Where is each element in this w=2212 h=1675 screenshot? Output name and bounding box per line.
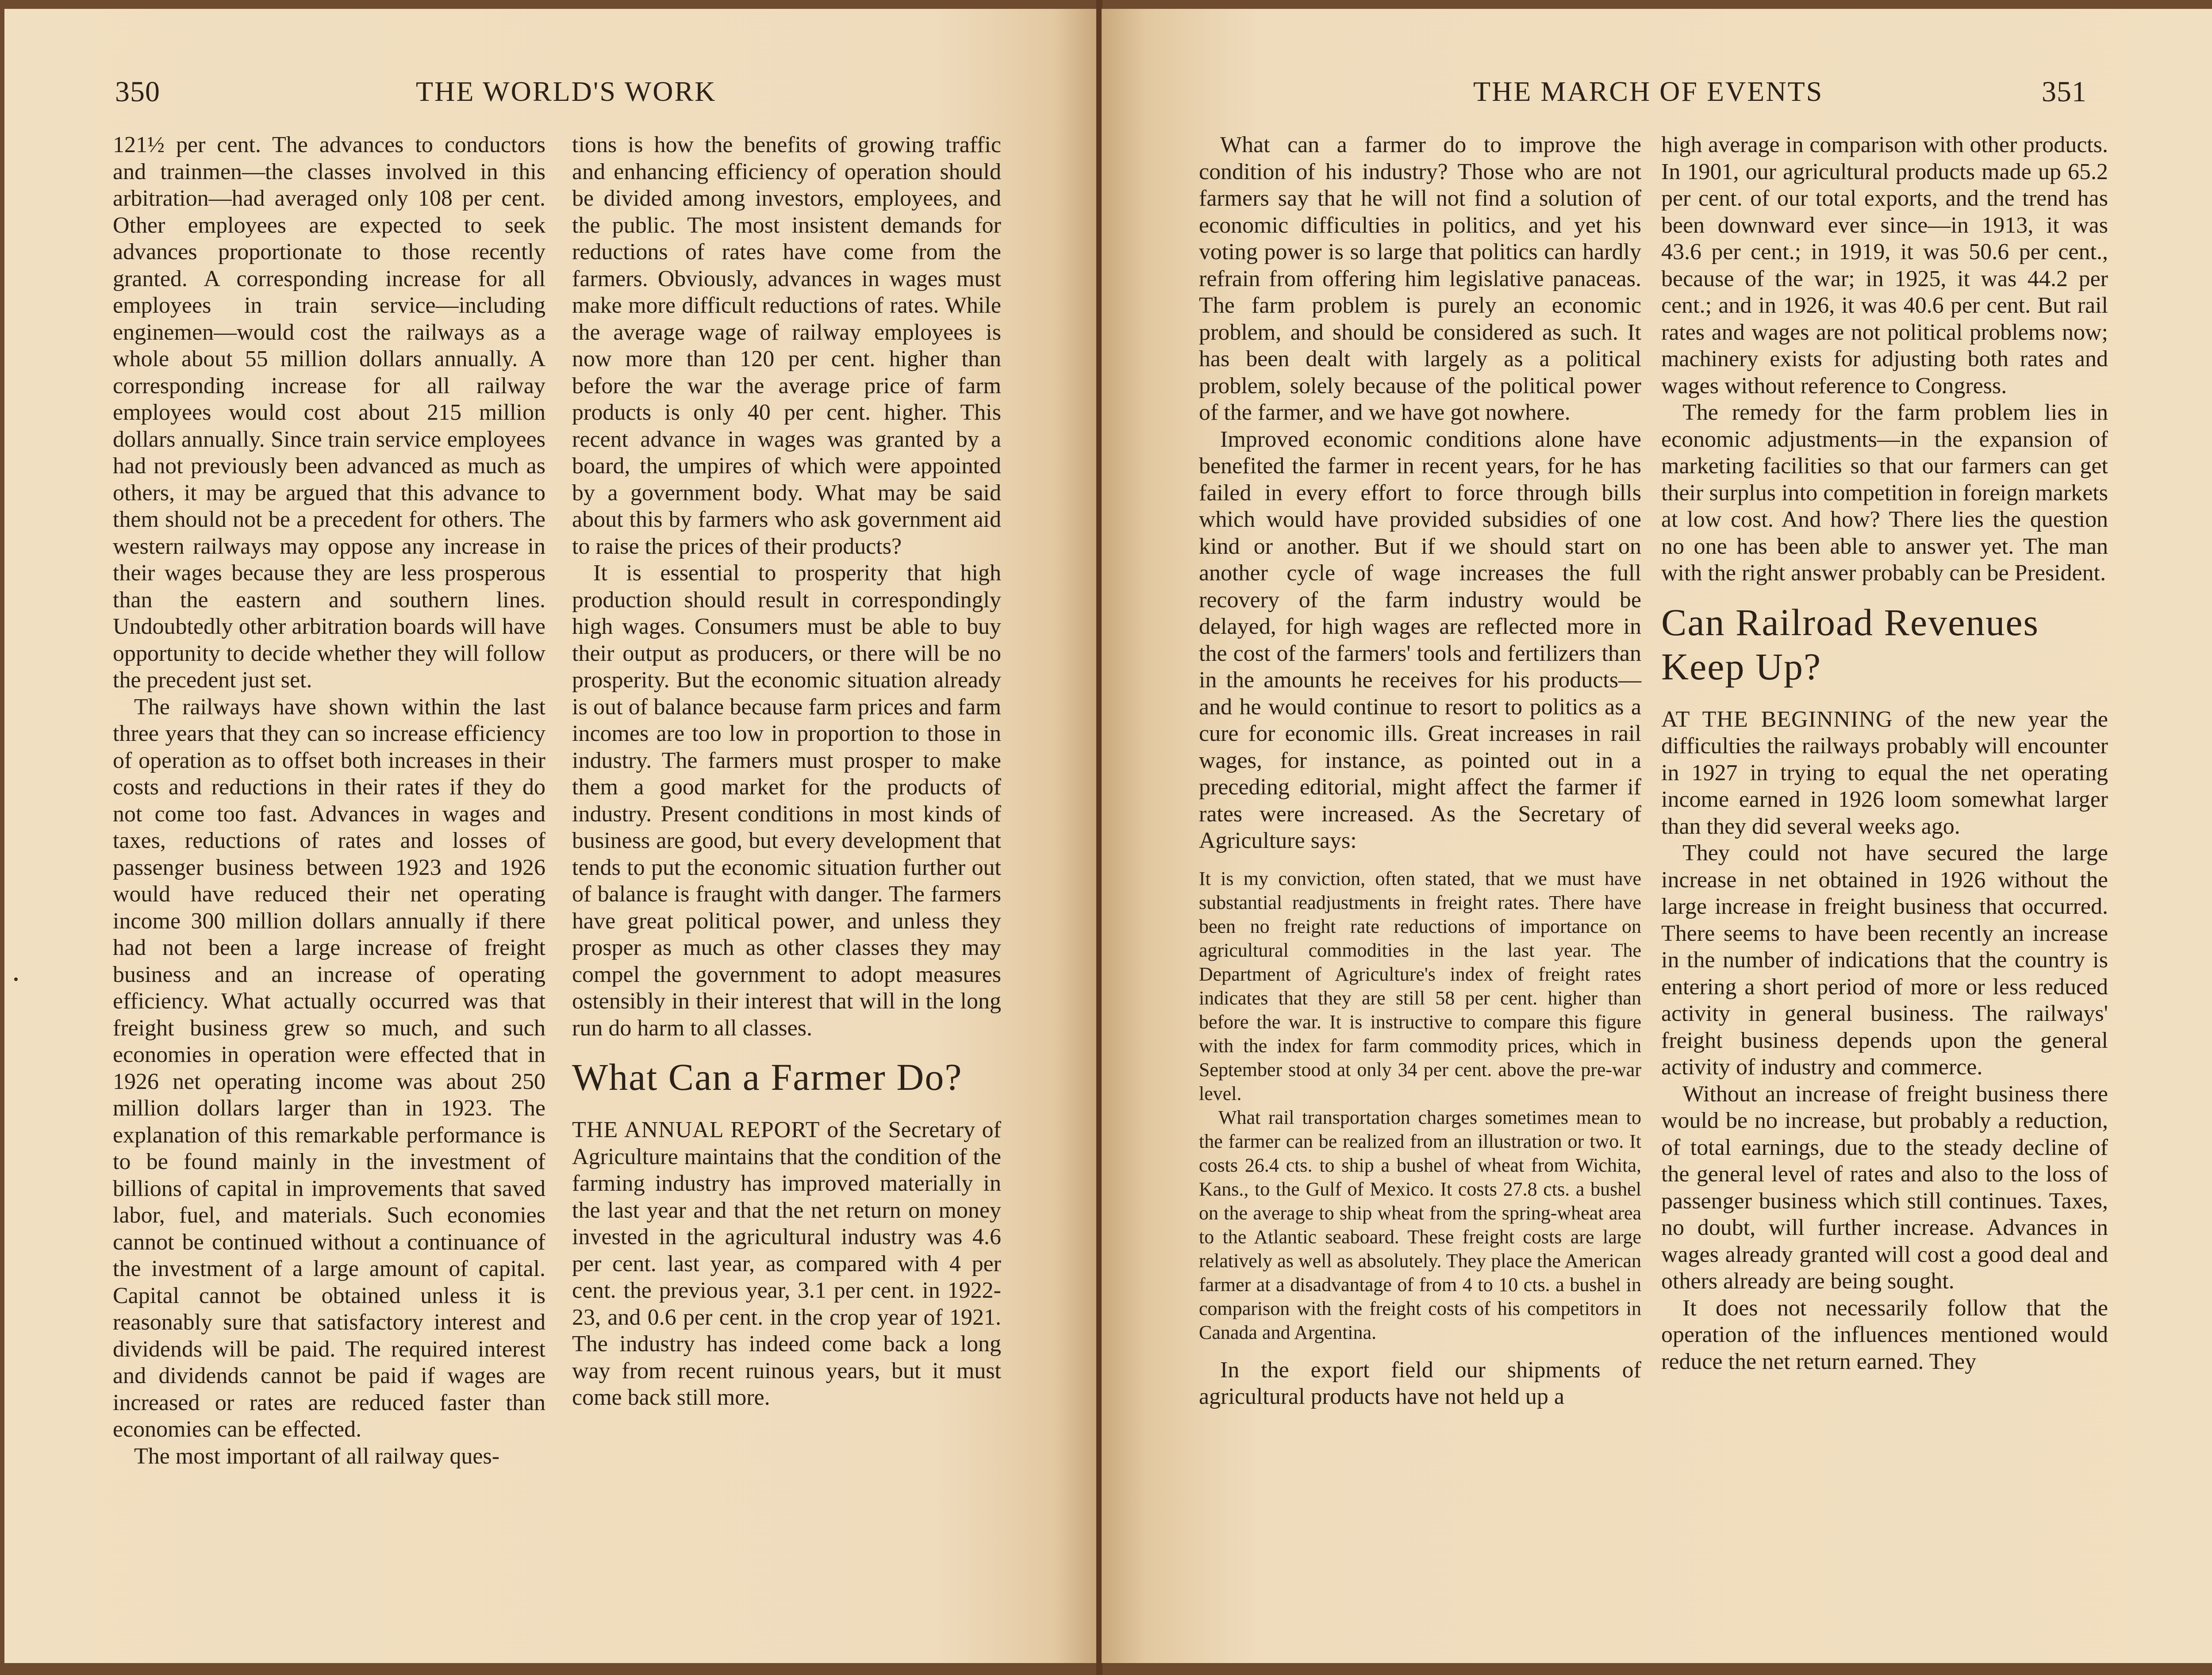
page-number: 351 bbox=[2042, 76, 2087, 108]
running-head: THE WORLD'S WORK bbox=[416, 76, 717, 107]
right-page bbox=[1102, 9, 2212, 1663]
section-heading: What Can a Farmer Do? bbox=[572, 1056, 963, 1098]
paragraph: The railways have shown within the last three years that they can so increase efficiency of operation as to offset both increases in their costs and reductions in their rates if they do not come too fast. Advances in wages and taxes, reductions of rates and losses of passenger business between 1923 and 1926 would have reduced their net operating income 300 million dollars annually if there had not been a large increase of freight business and an increase of operating efficiency. What actually occurred was that freight business grew so much, and such economies in operation were effected that in 1926 net operating income was about 250 million dollars larger than in 1923. The explanation of this remarkable performance is to be found mainly in the investment of billions of capital in improvements that saved labor, fuel, and materials. Such economies cannot be continued without a continuance of the investment of a large amount of capital. Capital cannot be obtained unless it is reasonably sure that satisfactory interest and dividends will be paid. The required interest and dividends cannot be paid if wages are increased or rates are reduced faster than economies can be effected. bbox=[113, 694, 545, 1442]
paragraph bbox=[1661, 706, 2108, 840]
paragraph: They could not have secured the large increase in net obtained in 1926 without the large increase in freight business that occurred. There seems to have been recently an increase in the number of indications that the country is entering a short period of more or less reduced activity in general business. The railways' freight business depends upon the general activity of industry and commerce. bbox=[1661, 840, 2108, 1080]
column-2 bbox=[572, 132, 1001, 1411]
paragraph: The most important of all railway ques- bbox=[134, 1443, 500, 1469]
paragraph bbox=[572, 1117, 1001, 1411]
running-head: THE MARCH OF EVENTS bbox=[1473, 76, 1824, 107]
left-page bbox=[4, 9, 1097, 1663]
paragraph: The remedy for the farm problem lies in economic adjustments—in the expansion of marketing facilities so that our farmers can get their surplus into competition in foreign markets at low cost. And how? There lies the question no one has been able to answer yet. The man with the right answer probably can be President. bbox=[1661, 400, 2108, 586]
paragraph: In the export field our shipments of agricultural products have not held up a bbox=[1199, 1357, 1641, 1409]
paragraph: high average in comparison with other products. In 1901, our agricultural products made up 65.2 per cent. of our total exports, and the trend has been downward ever since—in 1913, it was 43.6 per cent.; in 1919, it was 50.6 per cent., because of the war; in 1925, it was 44.2 per cent.; and in 1926, it was 40.6 per cent. But rail rates and wages are not political problems now; machinery exists for adjusting both rates and wages without reference to Congress. bbox=[1661, 132, 2108, 399]
paragraph: Without an increase of freight business there would be no increase, but probably a reduction, of total earnings, due to the steady decline of the general level of rates and also to the loss of passenger business which still continues. Taxes, no doubt, will further increase. Advances in wages already granted will cost a good deal and others already are being sought. bbox=[1661, 1081, 2108, 1294]
margin-dot bbox=[14, 977, 18, 981]
paragraph-text: of the new year the difficulties the railways probably will encounter in 1927 in trying to equal the net operating income earned in 1926 loom somewhat larger than they did several weeks ago. bbox=[1661, 706, 2108, 839]
paragraph: Improved economic conditions alone have benefited the farmer in recent years, for he has failed in every effort to force through bills which would have provided subsidies of one kind or another. But if we should start on another cycle of wage increases the full recovery of the farm industry would be delayed, for high wages are reflected more in the cost of the farmers' tools and fertilizers than in the amounts he receives for his products—and he would continue to resort to politics as a cure for economic ills. Great increases in rail wages, for instance, as pointed out in a preceding editorial, might affect the farmer if rates were increased. As the Secretary of Agriculture says: bbox=[1199, 426, 1641, 853]
block-quote bbox=[1199, 867, 1641, 1345]
page-number: 350 bbox=[115, 76, 160, 108]
lead-in: AT THE BEGINNING bbox=[1661, 706, 1893, 732]
column-1 bbox=[113, 132, 545, 1470]
lead-in: THE ANNUAL REPORT bbox=[572, 1117, 820, 1142]
paragraph: 121½ per cent. The advances to conductors and trainmen—the classes involved in this arbitration—had averaged only 108 per cent. Other employees are expected to seek advances proportionate to those recently granted. A corresponding increase for all employees in train service—including enginemen—would cost the railways as a whole about 55 million dollars annually. A corresponding increase for all railway employees would cost about 215 million dollars annually. Since train service employees had not previously been advanced as much as others, it may be argued that this advance to them should not be a precedent for others. The western railways may oppose any increase in their wages because they are less prosperous than the eastern and southern lines. Undoubtedly other arbitration boards will have opportunity to decide whether they will follow the precedent just set. bbox=[113, 132, 545, 693]
quote-paragraph: What rail transportation charges sometimes mean to the farmer can be realized from an illustration or two. It costs 26.4 cts. to ship a bushel of wheat from Wichita, Kans., to the Gulf of Mexico. It costs 27.8 cts. a bushel on the average to ship wheat from the spring-wheat area to the Atlantic seaboard. These freight costs are large relatively as well as absolutely. They place the American farmer at a disadvantage of from 4 to 10 cts. a bushel in comparison with the freight costs of his competitors in Canada and Argentina. bbox=[1199, 1106, 1641, 1343]
paragraph-text: of the Secretary of Agriculture maintains that the condition of the farming industry has improved materially in the last year and that the net return on money invested in the agricultural industry was 4.6 per cent. last year, as compared with 4 per cent. the previous year, 3.1 per cent. in 1922-23, and 0.6 per cent. in the crop year of 1921. The industry has indeed come back a long way from recent ruinous years, but it must come back still more. bbox=[572, 1117, 1001, 1410]
column-2 bbox=[1661, 132, 2108, 1375]
paragraph: tions is how the benefits of growing traffic and enhancing efficiency of operation should be divided among investors, employees, and the public. The most insistent demands for reductions of rates have come from the farmers. Obviously, advances in wages must make more difficult reductions of rates. While the average wage of railway employees is now more than 120 per cent. higher than before the war the average price of farm products is only 40 per cent. higher. This recent advance in wages was granted by a board, the umpires of which were appointed by a government body. What may be said about this by farmers who ask government aid to raise the prices of their products? bbox=[572, 132, 1001, 559]
column-1 bbox=[1199, 132, 1641, 1411]
quote-paragraph: It is my conviction, often stated, that we must have substantial readjustments in freight rates. There have been no freight rate reductions of importance on agricultural commodities in the last year. The Department of Agriculture's index of freight rates indicates that they are still 58 per cent. higher than before the war. It is instructive to compare this figure with the index for farm commodity prices, which in September stood at only 34 per cent. above the pre-war level. bbox=[1199, 867, 1641, 1104]
paragraph: It is essential to prosperity that high production should result in correspondingly high wages. Consumers must be able to buy their output as producers, or there will be no prosperity. But the economic situation already is out of balance because farm prices and farm incomes are too low in proportion to those in industry. The farmers must prosper to make them a good market for the products of industry. Present conditions in most kinds of business are good, but every development that tends to put the economic situation further out of balance is fraught with danger. The farmers have great political power, and unless they prosper as much as other classes they may compel the government to adopt measures ostensibly in their interest that will in the long run do harm to all classes. bbox=[572, 560, 1001, 1041]
section-heading: Can Railroad Revenues Keep Up? bbox=[1661, 601, 2039, 688]
paragraph: It does not necessarily follow that the operation of the influences mentioned would reduce the net return earned. They bbox=[1661, 1295, 2108, 1374]
paragraph: What can a farmer do to improve the condition of his industry? Those who are not farmers say that he will not find a solution of economic difficulties in politics, and yet his voting power is so large that politics can hardly refrain from offering him legislative panaceas. The farm problem is purely an economic problem, and should be considered as such. It has been dealt with largely as a political problem, solely because of the political power of the farmer, and we have got nowhere. bbox=[1199, 132, 1641, 425]
